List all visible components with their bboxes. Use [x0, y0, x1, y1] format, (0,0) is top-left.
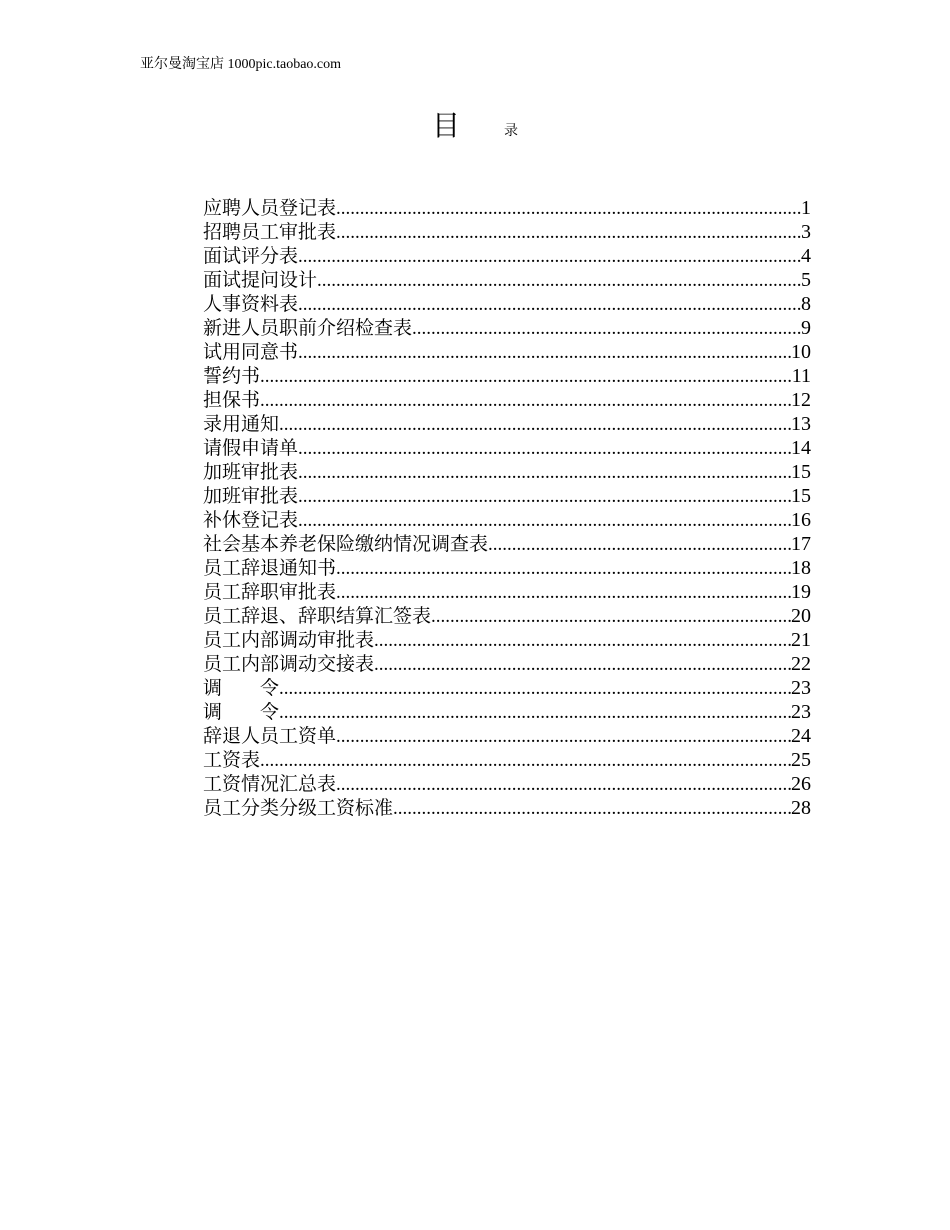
toc-entry[interactable] — [203, 700, 811, 724]
toc-entry-page-number: 26 — [791, 773, 811, 795]
toc-dot-leader — [260, 749, 791, 772]
toc-entry[interactable] — [203, 652, 811, 676]
toc-entry-page-number: 8 — [801, 293, 811, 315]
toc-entry[interactable] — [203, 412, 811, 436]
toc-dot-leader — [336, 221, 801, 244]
toc-dot-leader — [336, 725, 791, 748]
toc-entry-label: 社会基本养老保险缴纳情况调查表 — [203, 533, 489, 555]
toc-dot-leader — [317, 269, 801, 292]
toc-entry-label: 调 令 — [203, 677, 280, 699]
toc-entry-page-number: 12 — [791, 389, 811, 411]
toc-entry-page-number: 18 — [791, 557, 811, 579]
toc-dot-leader — [298, 341, 791, 364]
toc-dot-leader — [298, 509, 791, 532]
toc-entry[interactable] — [203, 460, 811, 484]
toc-entry[interactable] — [203, 532, 811, 556]
toc-entry-label: 担保书 — [203, 389, 261, 411]
toc-entry-label: 员工辞职审批表 — [203, 581, 337, 603]
toc-entry-page-number: 22 — [791, 653, 811, 675]
toc-entry-page-number: 23 — [791, 701, 811, 723]
toc-dot-leader — [298, 485, 791, 508]
toc-entry-label: 辞退人员工资单 — [203, 725, 337, 747]
toc-entry-label: 新进人员职前介绍检查表 — [203, 317, 413, 339]
toc-entry[interactable] — [203, 268, 811, 292]
toc-entry-page-number: 11 — [791, 365, 811, 387]
toc-dot-leader — [298, 245, 801, 268]
toc-dot-leader — [260, 389, 791, 412]
toc-dot-leader — [488, 533, 791, 556]
toc-entry[interactable] — [203, 580, 811, 604]
toc-dot-leader — [336, 581, 791, 604]
toc-entry-page-number: 17 — [791, 533, 811, 555]
toc-entry[interactable] — [203, 292, 811, 316]
toc-entry[interactable] — [203, 796, 811, 820]
toc-entry-page-number: 20 — [791, 605, 811, 627]
toc-entry-page-number: 14 — [791, 437, 811, 459]
toc-entry[interactable] — [203, 196, 811, 220]
toc-dot-leader — [336, 197, 801, 220]
toc-entry-label: 补休登记表 — [203, 509, 299, 531]
toc-entry-label: 应聘人员登记表 — [203, 197, 337, 219]
toc-entry-page-number: 10 — [791, 341, 811, 363]
toc-dot-leader — [374, 653, 791, 676]
toc-entry[interactable] — [203, 604, 811, 628]
toc-dot-leader — [298, 437, 791, 460]
toc-entry-label: 试用同意书 — [203, 341, 299, 363]
toc-entry[interactable] — [203, 340, 811, 364]
toc-entry-label: 誓约书 — [203, 365, 261, 387]
toc-entry-label: 调 令 — [203, 701, 280, 723]
table-of-contents — [203, 196, 811, 820]
toc-entry[interactable] — [203, 556, 811, 580]
toc-dot-leader — [260, 365, 792, 388]
toc-entry-label: 员工分类分级工资标准 — [203, 797, 394, 819]
toc-entry-label: 加班审批表 — [203, 461, 299, 483]
toc-entry[interactable] — [203, 364, 811, 388]
toc-entry[interactable] — [203, 244, 811, 268]
toc-entry-page-number: 3 — [801, 221, 811, 243]
title-char-large: 目 — [432, 109, 461, 142]
toc-entry[interactable] — [203, 220, 811, 244]
toc-entry-page-number: 19 — [791, 581, 811, 603]
toc-entry-label: 招聘员工审批表 — [203, 221, 337, 243]
toc-dot-leader — [374, 629, 791, 652]
toc-entry-page-number: 9 — [801, 317, 811, 339]
toc-entry-page-number: 21 — [791, 629, 811, 651]
toc-entry[interactable] — [203, 316, 811, 340]
toc-entry-page-number: 15 — [791, 461, 811, 483]
toc-entry-label: 面试提问设计 — [203, 269, 318, 291]
toc-entry[interactable] — [203, 388, 811, 412]
toc-dot-leader — [279, 677, 791, 700]
toc-entry-label: 人事资料表 — [203, 293, 299, 315]
toc-entry-page-number: 1 — [801, 197, 811, 219]
toc-dot-leader — [279, 701, 791, 724]
toc-entry[interactable] — [203, 628, 811, 652]
page-header: 亚尔曼淘宝店 1000pic.taobao.com — [140, 57, 342, 72]
toc-entry-page-number: 13 — [791, 413, 811, 435]
toc-entry[interactable] — [203, 748, 811, 772]
toc-entry-page-number: 28 — [791, 797, 811, 819]
toc-entry-label: 录用通知 — [203, 413, 280, 435]
toc-entry-page-number: 16 — [791, 509, 811, 531]
toc-entry[interactable] — [203, 436, 811, 460]
toc-entry-label: 员工内部调动审批表 — [203, 629, 375, 651]
toc-entry[interactable] — [203, 508, 811, 532]
toc-entry-label: 工资情况汇总表 — [203, 773, 337, 795]
toc-entry[interactable] — [203, 484, 811, 508]
toc-entry-page-number: 23 — [791, 677, 811, 699]
toc-dot-leader — [336, 773, 791, 796]
toc-entry-page-number: 25 — [791, 749, 811, 771]
toc-entry-label: 加班审批表 — [203, 485, 299, 507]
toc-entry[interactable] — [203, 772, 811, 796]
toc-dot-leader — [431, 605, 791, 628]
toc-entry-label: 请假申请单 — [203, 437, 299, 459]
toc-entry-page-number: 24 — [791, 725, 811, 747]
toc-dot-leader — [298, 293, 801, 316]
toc-dot-leader — [412, 317, 801, 340]
toc-entry-page-number: 15 — [791, 485, 811, 507]
toc-entry-label: 面试评分表 — [203, 245, 299, 267]
toc-dot-leader — [298, 461, 791, 484]
toc-entry-label: 员工辞退通知书 — [203, 557, 337, 579]
toc-entry-label: 员工内部调动交接表 — [203, 653, 375, 675]
page-title — [0, 108, 950, 148]
toc-entry-label: 工资表 — [203, 749, 261, 771]
toc-dot-leader — [393, 797, 791, 820]
toc-entry-page-number: 4 — [801, 245, 811, 267]
toc-dot-leader — [336, 557, 791, 580]
toc-entry[interactable] — [203, 676, 811, 700]
title-char-small: 录 — [504, 123, 518, 139]
toc-entry-page-number: 5 — [801, 269, 811, 291]
toc-entry-label: 员工辞退、辞职结算汇签表 — [203, 605, 432, 627]
toc-entry[interactable] — [203, 724, 811, 748]
toc-dot-leader — [279, 413, 791, 436]
